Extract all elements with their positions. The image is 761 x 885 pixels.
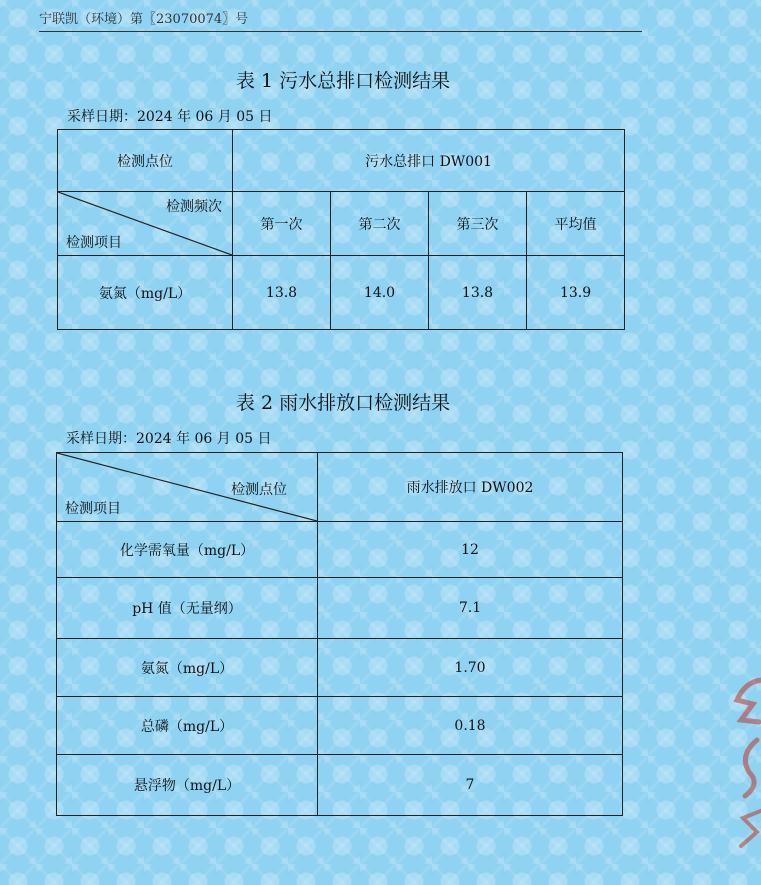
table1-item-label: 检测项目 bbox=[66, 235, 122, 251]
table2-row-item: 悬浮物（mg/L） bbox=[57, 755, 318, 816]
table1-frequency-label: 检测频次 bbox=[166, 199, 222, 215]
table1-columns-row bbox=[58, 192, 625, 256]
table1-title: 表 1 污水总排口检测结果 bbox=[235, 70, 451, 92]
table2-row-item: pH 值（无量纲） bbox=[57, 578, 318, 639]
table1-row-item: 氨氮（mg/L） bbox=[58, 256, 233, 330]
table-row bbox=[57, 578, 623, 639]
table-row bbox=[57, 755, 623, 816]
document-number: 宁联凯（环境）第〖23070074〗号 bbox=[39, 12, 249, 27]
table2-row-value: 7.1 bbox=[318, 578, 623, 639]
table1-diagonal-header bbox=[58, 192, 233, 256]
table2-row-value: 12 bbox=[318, 522, 623, 578]
table1-row-value-3: 13.8 bbox=[429, 256, 527, 330]
table2-row-item: 总磷（mg/L） bbox=[57, 697, 318, 755]
table1-row-value-1: 13.8 bbox=[233, 256, 331, 330]
table2-row-value: 7 bbox=[318, 755, 623, 816]
seal-stamp-icon bbox=[727, 660, 761, 860]
table2-point-name: 雨水排放口 DW002 bbox=[318, 453, 623, 522]
table2-item-label: 检测项目 bbox=[65, 501, 121, 517]
table1-row-value-2: 14.0 bbox=[331, 256, 429, 330]
table2-point-label: 检测点位 bbox=[231, 482, 287, 498]
header-rule bbox=[39, 31, 642, 32]
table1-col-3: 第三次 bbox=[429, 192, 527, 256]
table2 bbox=[56, 452, 623, 816]
table2-row-item: 化学需氧量（mg/L） bbox=[57, 522, 318, 578]
table1-point-name: 污水总排口 DW001 bbox=[233, 130, 625, 192]
table2-diagonal-header bbox=[57, 453, 318, 522]
table-row bbox=[57, 522, 623, 578]
table2-title: 表 2 雨水排放口检测结果 bbox=[235, 392, 451, 414]
table2-row-value: 1.70 bbox=[318, 639, 623, 697]
table1-row-value-4: 13.9 bbox=[527, 256, 625, 330]
table-row bbox=[57, 639, 623, 697]
table1-col-4: 平均值 bbox=[527, 192, 625, 256]
table2-row-item: 氨氮（mg/L） bbox=[57, 639, 318, 697]
table2-sampling-date: 采样日期：2024 年 06 月 05 日 bbox=[66, 431, 272, 447]
table-row bbox=[58, 256, 625, 330]
table1 bbox=[57, 129, 625, 330]
table2-header-row bbox=[57, 453, 623, 522]
table-row bbox=[57, 697, 623, 755]
table1-header-row bbox=[58, 130, 625, 192]
table1-col-1: 第一次 bbox=[233, 192, 331, 256]
table1-sampling-date: 采样日期：2024 年 06 月 05 日 bbox=[67, 109, 273, 125]
table2-row-value: 0.18 bbox=[318, 697, 623, 755]
table1-col-2: 第二次 bbox=[331, 192, 429, 256]
table1-point-label: 检测点位 bbox=[58, 130, 233, 192]
